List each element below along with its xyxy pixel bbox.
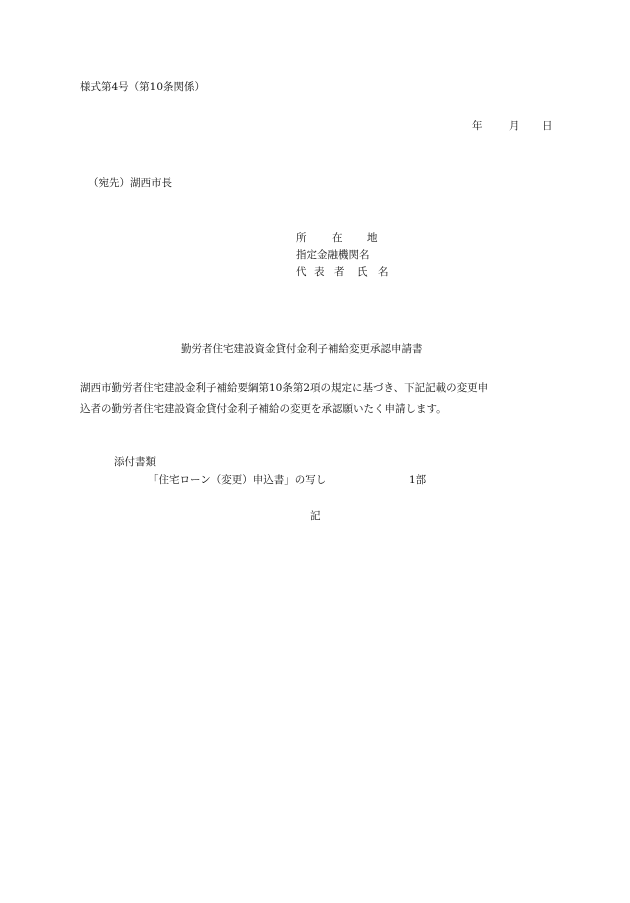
location-char: 地: [367, 232, 378, 244]
location-char: 在: [332, 232, 343, 244]
location-char: 所: [296, 232, 307, 244]
addressee: （宛先）湖西市長: [88, 177, 172, 189]
body-line: 込者の勤労者住宅建設資金貸付金利子補給の変更を承認願いたく申請します。: [80, 403, 447, 415]
representative-char: 代: [296, 266, 307, 278]
applicant-block: [296, 232, 416, 283]
institution-text: 指定金融機関名: [296, 249, 370, 261]
attachment-item: 「住宅ローン（変更）申込書」の写し: [148, 474, 327, 486]
attachments-heading: 添付書類: [114, 456, 156, 468]
applicant-representative-label: [296, 266, 416, 283]
attachment-quantity: 1部: [409, 474, 427, 486]
applicant-location-label: [296, 232, 416, 249]
representative-char: 者: [334, 266, 345, 278]
applicant-institution-label: [296, 249, 416, 266]
form-number: 様式第4号（第10条関係）: [80, 81, 206, 93]
date-year-label: 年: [472, 120, 483, 132]
date-month-label: 月: [509, 120, 520, 132]
ki-marker: 記: [310, 510, 321, 522]
body-paragraph: [80, 378, 558, 420]
date-day-label: 日: [542, 120, 553, 132]
body-line: 湖西市勤労者住宅建設金利子補給要綱第10条第2項の規定に基づき、下記記載の変更申: [80, 382, 489, 394]
document-title: 勤労者住宅建設資金貸付金利子補給変更承認申請書: [181, 343, 423, 355]
representative-char: 表: [314, 266, 325, 278]
representative-char: 氏 名: [357, 266, 389, 278]
